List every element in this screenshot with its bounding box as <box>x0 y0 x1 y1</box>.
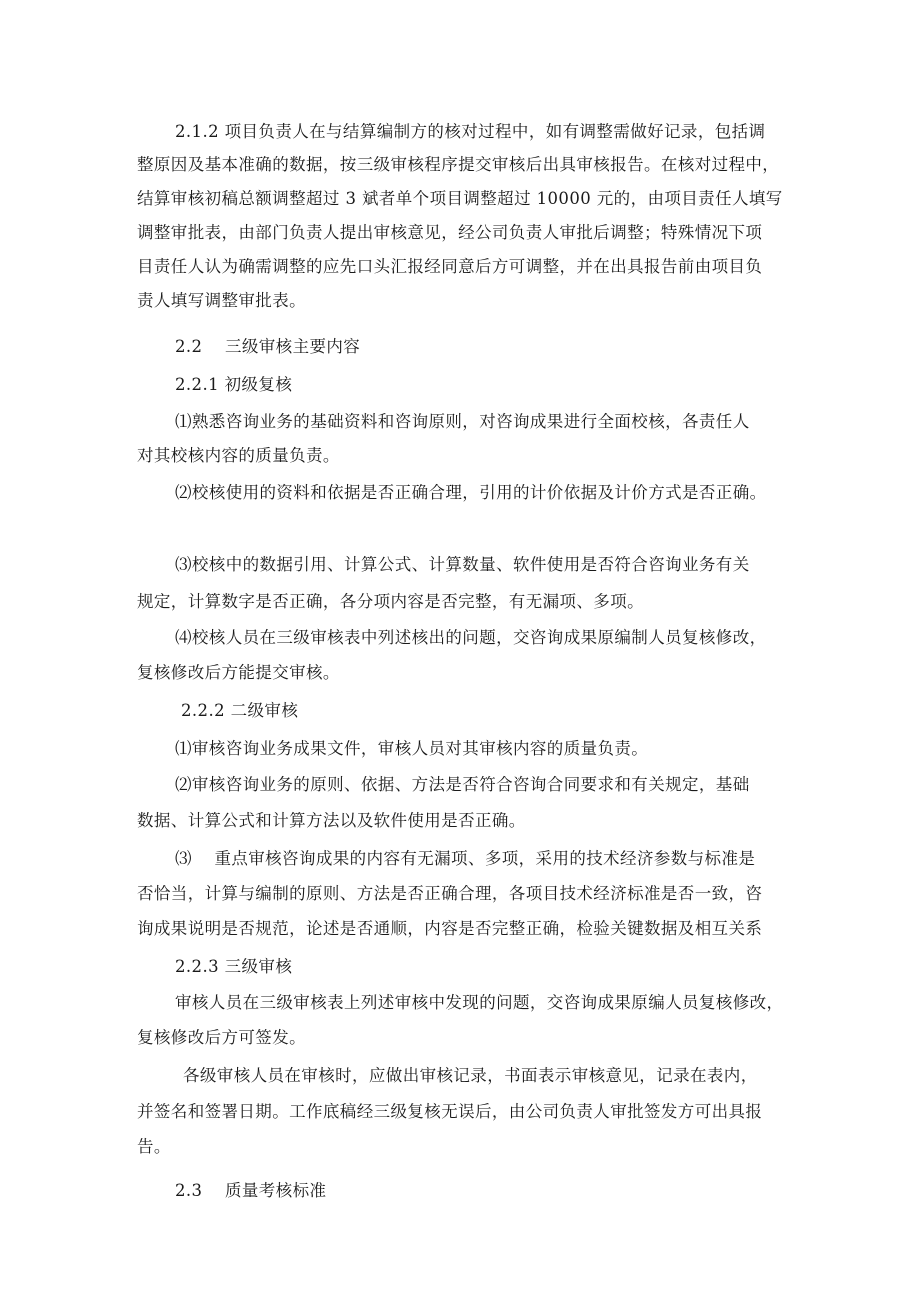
para-2-1-2-line-6: 责人填写调整审批表。 <box>137 291 306 310</box>
para-2-2-3-2-line-3: 告。 <box>137 1137 171 1156</box>
heading-2-2-1: 2.2.1 初级复核 <box>175 375 293 394</box>
heading-2-3: 2.3 质量考核标准 <box>175 1181 327 1200</box>
para-2-1-2-line-2: 整原因及基本准确的数据，按三级审核程序提交审核后出具审核报告。在核对过程中， <box>137 155 780 174</box>
para-2-2-3-1-line-2: 复核修改后方可签发。 <box>137 1028 306 1047</box>
para-2-1-2-line-5: 目责任人认为确需调整的应先口头汇报经同意后方可调整，并在出具报告前由项目负 <box>137 257 763 276</box>
para-2-2-1-1-line-1: ⑴熟悉咨询业务的基础资料和咨询原则，对咨询成果进行全面校核，各责任人 <box>175 412 750 431</box>
heading-2-2: 2.2 三级审核主要内容 <box>175 337 361 356</box>
para-2-2-2-3-line-3: 询成果说明是否规范，论述是否通顺，内容是否完整正确，检验关键数据及相互关系 <box>137 919 763 938</box>
heading-2-2-3: 2.2.3 三级审核 <box>175 957 293 976</box>
para-2-2-2-2-line-2: 数据、计算公式和计算方法以及软件使用是否正确。 <box>137 811 526 830</box>
para-2-2-1-3-line-2: 规定，计算数字是否正确，各分项内容是否完整，有无漏项、多项。 <box>137 592 644 611</box>
para-2-2-2-2-line-1: ⑵审核咨询业务的原则、依据、方法是否符合咨询合同要求和有关规定，基础 <box>175 775 750 794</box>
para-2-1-2-line-3: 结算审核初稿总额调整超过 3 斌者单个项目调整超过 10000 元的，由项目责任人填写 <box>137 189 783 208</box>
para-2-2-2-3-line-1: ⑶ 重点审核咨询成果的内容有无漏项、多项，采用的技术经济参数与标准是 <box>175 849 756 868</box>
para-2-2-1-2-line-1: ⑵校核使用的资料和依据是否正确合理，引用的计价依据及计价方式是否正确。 <box>175 483 767 502</box>
para-2-2-1-3-line-1: ⑶校核中的数据引用、计算公式、计算数量、软件使用是否符合咨询业务有关 <box>175 555 750 574</box>
para-2-1-2-line-1: 2.1.2 项目负责人在与结算编制方的核对过程中，如有调整需做好记录，包括调 <box>175 122 766 141</box>
para-2-2-3-1-line-1: 审核人员在三级审核表上列述审核中发现的问题，交咨询成果原编人员复核修改， <box>175 993 784 1012</box>
para-2-2-3-2-line-2: 并签名和签署日期。工作底稿经三级复核无误后，由公司负责人审批签发方可出具报 <box>137 1102 763 1121</box>
heading-2-2-2: 2.2.2 二级审核 <box>181 701 299 720</box>
para-2-2-2-3-line-2: 否恰当，计算与编制的原则、方法是否正确合理，各项目技术经济标准是否一致，咨 <box>137 884 763 903</box>
para-2-2-3-2-line-1: 各级审核人员在审核时，应做出审核记录，书面表示审核意见，记录在表内， <box>183 1066 758 1085</box>
para-2-2-1-1-line-2: 对其校核内容的质量负责。 <box>137 446 340 465</box>
para-2-1-2-line-4: 调整审批表，由部门负责人提出审核意见，经公司负责人审批后调整；特殊情况下项 <box>137 223 763 242</box>
para-2-2-1-4-line-1: ⑷校核人员在三级审核表中列述核出的问题，交咨询成果原编制人员复核修改， <box>175 628 767 647</box>
para-2-2-1-4-line-2: 复核修改后方能提交审核。 <box>137 663 340 682</box>
para-2-2-2-1-line-1: ⑴审核咨询业务成果文件，审核人员对其审核内容的质量负责。 <box>175 739 649 758</box>
